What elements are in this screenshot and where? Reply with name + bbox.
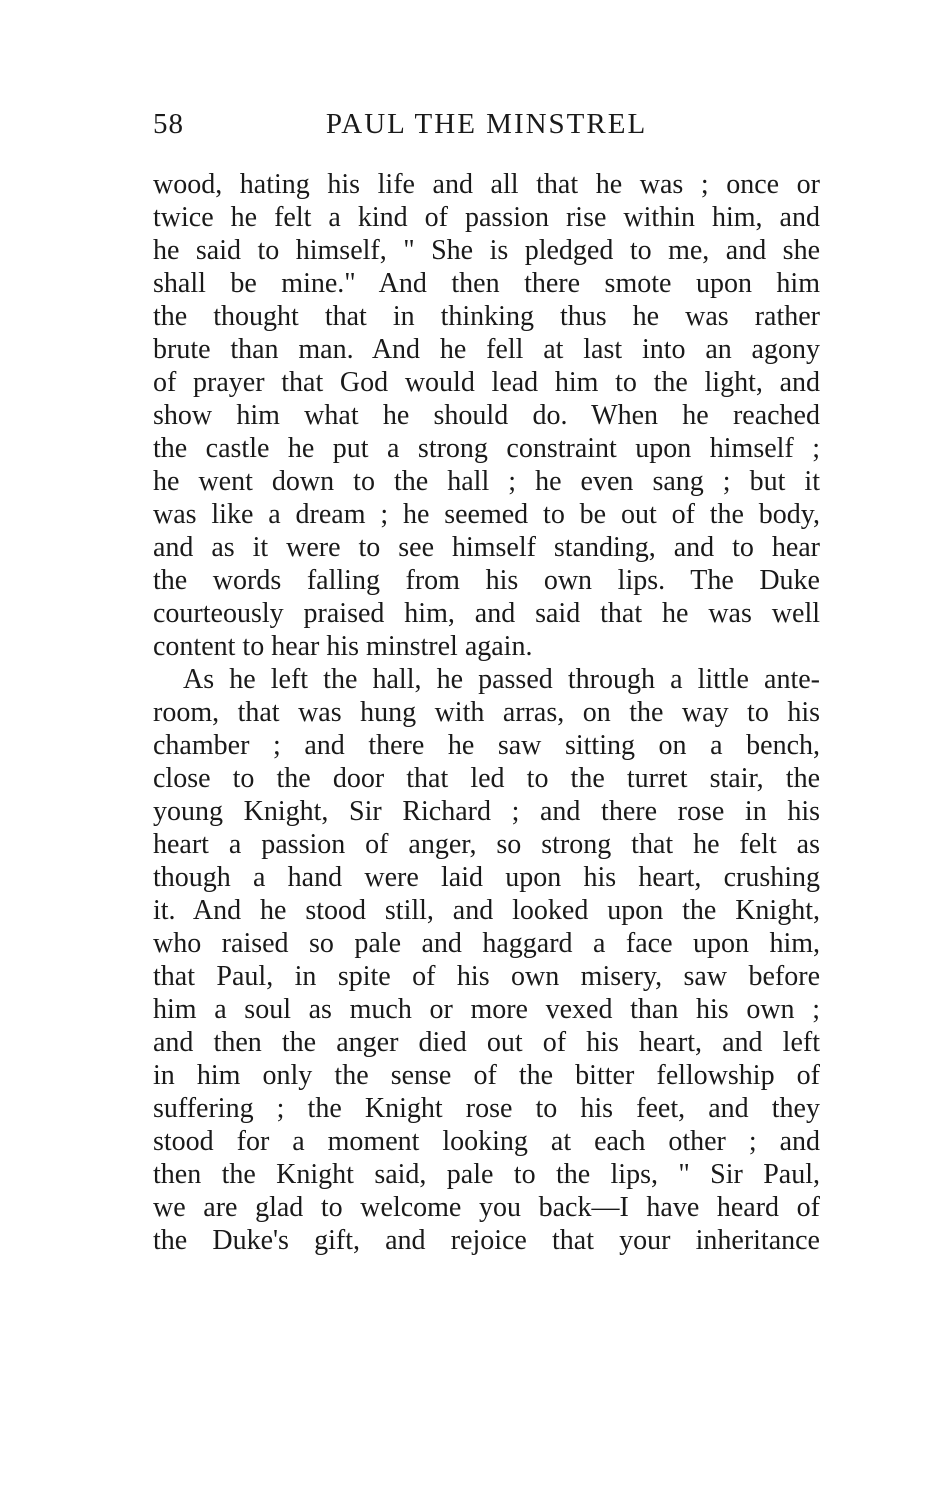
text-line: the Duke's gift, and rejoice that your inheritance [153, 1225, 820, 1256]
text-line: suffering ; the Knight rose to his feet, and they [153, 1093, 820, 1124]
text-line: the thought that in thinking thus he was rather [153, 301, 820, 332]
text-line: and then the anger died out of his heart, and left [153, 1027, 820, 1058]
page-header [153, 108, 820, 148]
text-line: the words falling from his own lips. The Duke [153, 565, 820, 596]
text-line: was like a dream ; he seemed to be out of the body, [153, 499, 820, 530]
text-line: him a soul as much or more vexed than his own ; [153, 994, 820, 1025]
text-line: who raised so pale and haggard a face upon him, [153, 928, 820, 959]
text-line: of prayer that God would lead him to the light, and [153, 367, 820, 398]
text-line: stood for a moment looking at each other ; and [153, 1126, 820, 1157]
text-line: we are glad to welcome you back—I have heard of [153, 1192, 820, 1223]
text-line: it. And he stood still, and looked upon the Knight, [153, 895, 820, 926]
text-line: though a hand were laid upon his heart, crushing [153, 862, 820, 893]
text-line: then the Knight said, pale to the lips, " Sir Paul, [153, 1159, 820, 1190]
text-line: twice he felt a kind of passion rise within him, and [153, 202, 820, 233]
text-line: that Paul, in spite of his own misery, saw before [153, 961, 820, 992]
text-line: he went down to the hall ; he even sang ; but it [153, 466, 820, 497]
body-text [153, 168, 820, 1257]
text-line: shall be mine." And then there smote upon him [153, 268, 820, 299]
text-line: in him only the sense of the bitter fellowship of [153, 1060, 820, 1091]
text-line: content to hear his minstrel again. [153, 631, 533, 662]
text-line: chamber ; and there he saw sitting on a bench, [153, 730, 820, 761]
text-line: room, that was hung with arras, on the way to his [153, 697, 820, 728]
running-title: PAUL THE MINSTREL [325, 108, 648, 140]
text-line: As he left the hall, he passed through a little ante- [183, 664, 820, 695]
text-line: wood, hating his life and all that he was ; once or [153, 169, 820, 200]
text-line: heart a passion of anger, so strong that he felt as [153, 829, 820, 860]
page-number: 58 [153, 108, 184, 140]
text-line: and as it were to see himself standing, and to hear [153, 532, 820, 563]
text-line: the castle he put a strong constraint upon himself ; [153, 433, 820, 464]
text-line: brute than man. And he fell at last into an agony [153, 334, 820, 365]
paragraph-1 [153, 168, 820, 663]
text-line: courteously praised him, and said that he was well [153, 598, 820, 629]
text-line: close to the door that led to the turret stair, the [153, 763, 820, 794]
text-line: young Knight, Sir Richard ; and there rose in his [153, 796, 820, 827]
paragraph-2 [153, 663, 820, 1257]
text-line: he said to himself, " She is pledged to me, and she [153, 235, 820, 266]
text-line: show him what he should do. When he reached [153, 400, 820, 431]
